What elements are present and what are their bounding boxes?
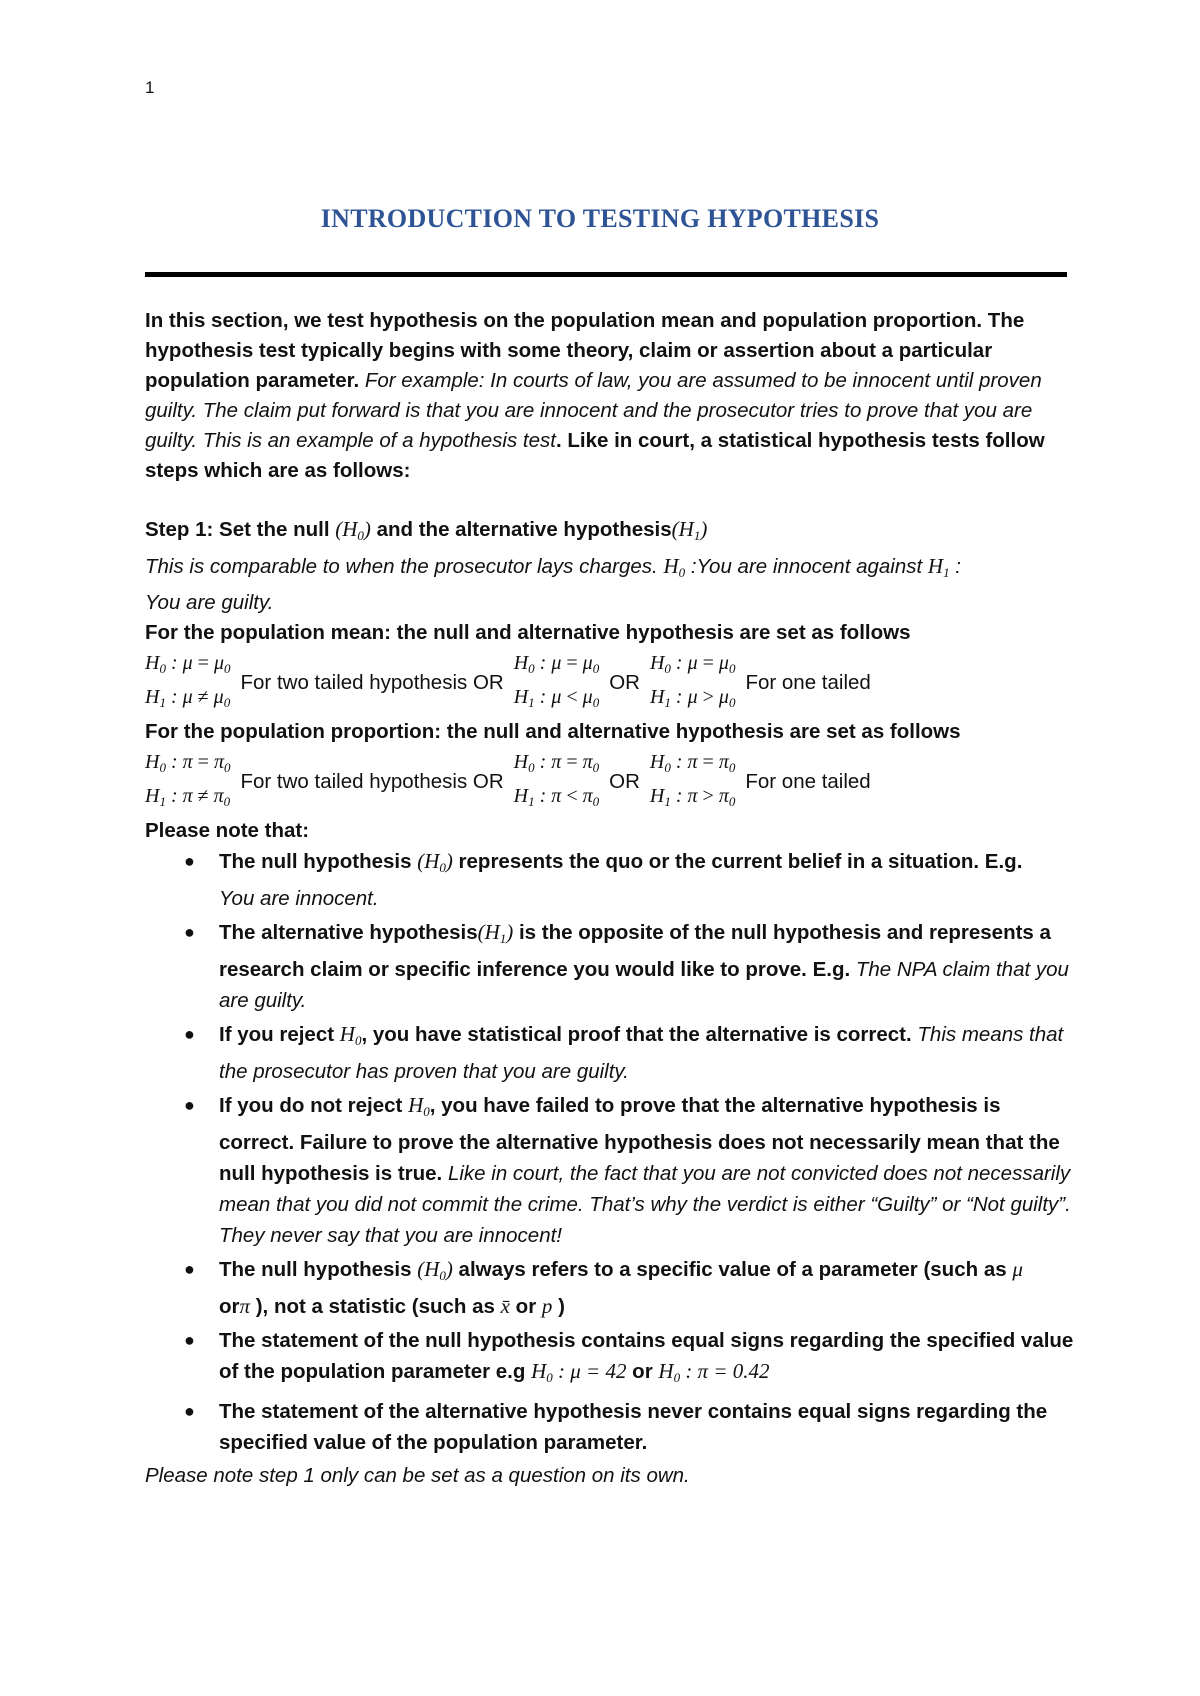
title-rule xyxy=(145,272,1067,277)
proportion-or-label: OR xyxy=(609,769,640,793)
bullet-icon: ● xyxy=(184,1024,195,1044)
proportion-two-tailed-label: For two tailed hypothesis OR xyxy=(240,769,504,793)
page-number: 1 xyxy=(145,78,155,97)
list-item: ● If you reject $H_0$, you have statistical proof that the alternative is correct. This means that the prosecutor has proven that you are guilty. xyxy=(219,1019,1075,1087)
proportion-two-tailed: $H_0$ : $\pi = \pi_0$ $H_1$ : $\pi \ne \pi_0$ xyxy=(145,750,231,809)
step1-heading: Step 1: Set the null $(H_0)$ and the alternative $hypothesis(H_1)$ xyxy=(145,517,708,543)
bullet-icon: ● xyxy=(184,851,195,871)
list-item: ● The null hypothesis $(H_0)$ always refers to a specific value of a parameter (such as μ orπ ), not a statistic (such as x̄ or p ) xyxy=(219,1254,1075,1322)
mean-two-tailed: $H_0$ : $\mu = \mu_0$ $H_1$ : $\mu \ne \mu_0$ xyxy=(145,651,231,710)
mean-left-tailed: $H_0$ : $\mu = \mu_0$ $H_1$ : $\mu < \mu_0$ xyxy=(513,651,600,710)
page-title: INTRODUCTION TO TESTING HYPOTHESIS xyxy=(320,204,880,233)
list-item: ● If you do not reject $H_0$, you have failed to prove that the alternative hypothesis is correct. Failure to prove the alternative hypothesis does not necessarily mean that the null hypothesis is true. Like in court, the fact that you are not convicted does not necessarily mean that you did not commit the crime. That’s why the verdict is either “Guilty” or “Not guilty”. They never say that you are innocent! xyxy=(219,1090,1075,1251)
list-item: ● The null hypothesis $(H_0)$ represents the quo or the current belief in a situation. E.g. You are innocent. xyxy=(219,846,1075,914)
bullet-icon: ● xyxy=(184,922,195,942)
proportion-heading: For the population proportion: the null and alternative hypothesis are set as follows xyxy=(145,720,961,743)
bullet-icon: ● xyxy=(184,1330,195,1350)
mean-right-tailed: $H_0$ : $\mu = \mu_0$ $H_1$ : $\mu > \mu_0$ xyxy=(649,651,736,710)
mean-hypotheses xyxy=(145,648,1075,717)
notes-list xyxy=(145,846,1075,1458)
proportion-right-tailed: $H_0$ : $\pi = \pi_0$ $H_1$ : $\pi > \pi_0$ xyxy=(649,750,736,809)
list-item: ● The statement of the null hypothesis contains equal signs regarding the specified value of the population parameter e.g $H_0$ : μ = 42 or $H_0$ : π = 0.42 xyxy=(219,1325,1075,1393)
step1-description: This is comparable to when the prosecutor lays charges. $H_0$ :You are innocent against $H_1$ : You are guilty. xyxy=(145,554,961,614)
proportion-one-tailed-label: For one tailed xyxy=(745,769,871,793)
mean-or-label: OR xyxy=(609,670,640,694)
document-body xyxy=(145,306,1075,1491)
mean-heading: For the population mean: the null and alternative hypothesis are set as follows xyxy=(145,621,911,644)
list-item: ● The statement of the alternative hypothesis never contains equal signs regarding the specified value of the population parameter. xyxy=(219,1396,1075,1458)
bullet-icon: ● xyxy=(184,1095,195,1115)
closing-note: Please note step 1 only can be set as a question on its own. xyxy=(145,1464,690,1487)
bullet-icon: ● xyxy=(184,1259,195,1279)
mean-one-tailed-label: For one tailed xyxy=(745,670,871,694)
note-heading: Please note that: xyxy=(145,819,310,842)
proportion-left-tailed: $H_0$ : $\pi = \pi_0$ $H_1$ : $\pi < \pi_0$ xyxy=(513,750,600,809)
proportion-hypotheses xyxy=(145,747,1075,816)
list-item: ● The alternative $hypothesis(H_1)$ is the opposite of the null hypothesis and represents a research claim or specific inference you would like to prove. E.g. The NPA claim that you are guilty. xyxy=(219,917,1075,1016)
bullet-icon: ● xyxy=(184,1401,195,1421)
intro-paragraph: In this section, we test hypothesis on the population mean and population proportion. The hypothesis test typically begins with some theory, claim or assertion about a particular population parameter. For example: In courts of law, you are assumed to be innocent until proven guilty. The claim put forward is that you are innocent and the prosecutor tries to prove that you are guilty. This is an example of a hypothesis test. Like in court, a statistical hypothesis tests follow steps which are as follows: xyxy=(145,309,1045,482)
mean-two-tailed-label: For two tailed hypothesis OR xyxy=(240,670,504,694)
